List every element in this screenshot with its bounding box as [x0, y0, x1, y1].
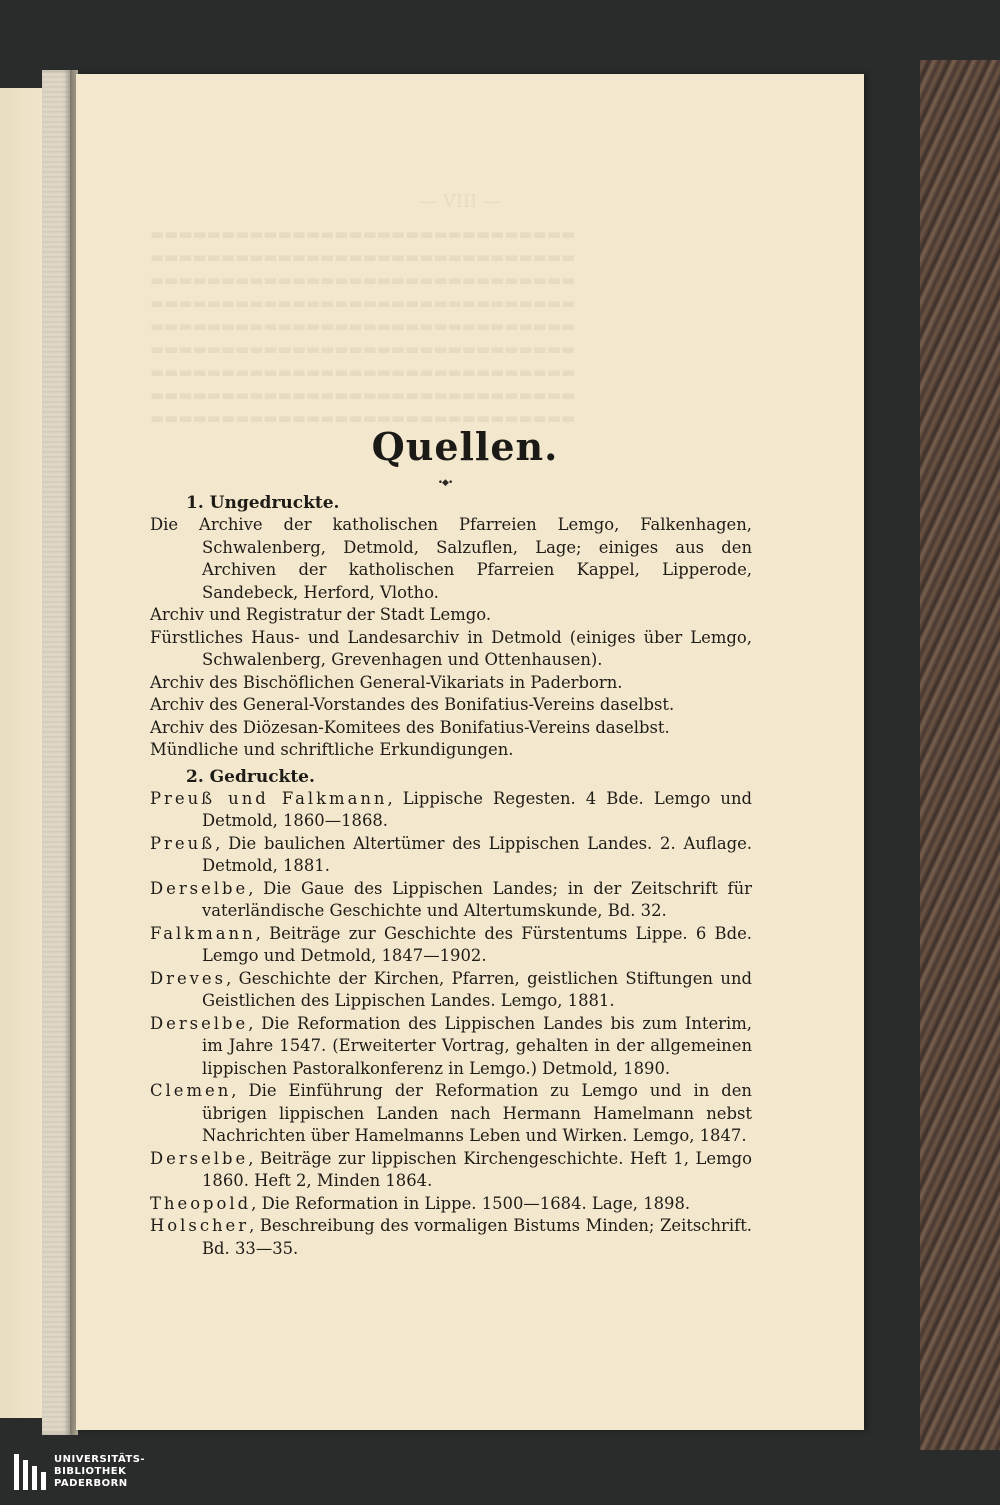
library-logo-text [54, 1454, 145, 1490]
source-text: Archiv des Bischöflichen General-Vikariats in Paderborn. [150, 672, 623, 692]
source-text: , Lippische Regesten. 4 Bde. Lemgo und Detmold, 1860—1868. [202, 788, 752, 830]
source-text: , Die Einführung der Reformation zu Lemgo und in den übrigen lippischen Landen nach Hermann Hamelmann nebst Nachrichten über Hamelmanns Leben und Wirken. Lemgo, 1847. [202, 1081, 752, 1145]
source-author: Derselbe [150, 878, 249, 898]
section-heading-printed: 2. Gedruckte. [186, 766, 315, 787]
source-author: Preuß [150, 833, 216, 853]
source-entry [150, 968, 752, 1013]
source-text: Fürstliches Haus- und Landesarchiv in Detmold (einiges über Lemgo, Schwalenberg, Grevenhagen und Ottenhausen). [150, 627, 752, 669]
library-logo-line: PADERBORN [54, 1478, 128, 1489]
source-author: Dreves [150, 968, 227, 988]
source-text: , Die Reformation in Lippe. 1500—1684. Lage, 1898. [251, 1193, 691, 1213]
source-entry [150, 717, 752, 740]
source-entry [150, 1013, 752, 1081]
source-text: , Beiträge zur lippischen Kirchengeschichte. Heft 1, Lemgo 1860. Heft 2, Minden 1864. [202, 1148, 752, 1190]
source-text: Archiv des Diözesan-Komitees des Bonifatius-Vereins daselbst. [150, 717, 670, 737]
source-entry [150, 1080, 752, 1148]
library-logo [12, 1452, 145, 1492]
source-entry [150, 627, 752, 672]
marbled-cover-edge [920, 60, 1000, 1450]
source-entry [150, 833, 752, 878]
book-spine [42, 70, 70, 1435]
source-text: , Die baulichen Altertümer des Lippischen Landes. 2. Auflage. Detmold, 1881. [202, 833, 752, 875]
source-author: Theopold [150, 1193, 252, 1213]
library-logo-mark-icon [12, 1452, 48, 1492]
source-text: , Die Gaue des Lippischen Landes; in der Zeitschrift für vaterländische Geschichte und Altertumskunde, Bd. 32. [202, 878, 752, 920]
source-entry [150, 878, 752, 923]
source-entry [150, 739, 752, 762]
source-text: , Die Reformation des Lippischen Landes bis zum Interim, im Jahre 1547. (Erweiterter Vortrag, gehalten in der allgemeinen lippischen Pastoralkonferenz in Lemgo.) Detmold, 1890. [202, 1013, 752, 1078]
source-text: , Beiträge zur Geschichte des Fürstentums Lippe. 6 Bde. Lemgo und Detmold, 1847—1902. [202, 923, 752, 965]
title-ornament: •◆• [437, 478, 453, 488]
source-entry [150, 694, 752, 717]
source-text: Die Archive der katholischen Pfarreien Lemgo, Falkenhagen, Schwalenberg, Detmold, Salzuflen, Lage; einiges aus den Archiven der katholischen Pfarreien Kappel, Lipperode, Sandebeck, Herford, Vlotho. [150, 515, 752, 602]
source-entry [150, 923, 752, 968]
source-author: Derselbe [150, 1148, 249, 1168]
source-text: Archiv und Registratur der Stadt Lemgo. [150, 605, 492, 624]
source-text: Mündliche und schriftliche Erkundigungen. [150, 740, 514, 759]
source-author: Clemen [150, 1081, 232, 1100]
library-logo-line: UNIVERSITÄTS- [54, 1454, 146, 1465]
source-entry [150, 604, 752, 627]
section-heading-unprinted: 1. Ungedruckte. [186, 493, 340, 513]
source-entry [150, 788, 752, 833]
source-entry [150, 1215, 752, 1260]
source-entry [150, 514, 752, 604]
source-entry [150, 1148, 752, 1193]
source-author: Holscher [150, 1216, 250, 1235]
source-author: Falkmann [150, 923, 256, 943]
sources-list [150, 488, 752, 1260]
facing-page-edge [0, 88, 42, 1418]
page-title: Quellen. [371, 424, 559, 469]
source-entry [150, 672, 752, 695]
source-author: Preuß und Falkmann [150, 788, 388, 808]
library-logo-line: BIBLIOTHEK [54, 1466, 127, 1477]
source-text: Archiv des General-Vorstandes des Bonifatius-Vereins daselbst. [150, 695, 675, 714]
source-text: , Geschichte der Kirchen, Pfarren, geistlichen Stiftungen und Geistlichen des Lippischen Landes. Lemgo, 1881. [202, 968, 752, 1010]
source-author: Derselbe [150, 1013, 249, 1033]
source-entry [150, 1193, 752, 1216]
source-text: , Beschreibung des vormaligen Bistums Minden; Zeitschrift. Bd. 33—35. [202, 1216, 752, 1258]
